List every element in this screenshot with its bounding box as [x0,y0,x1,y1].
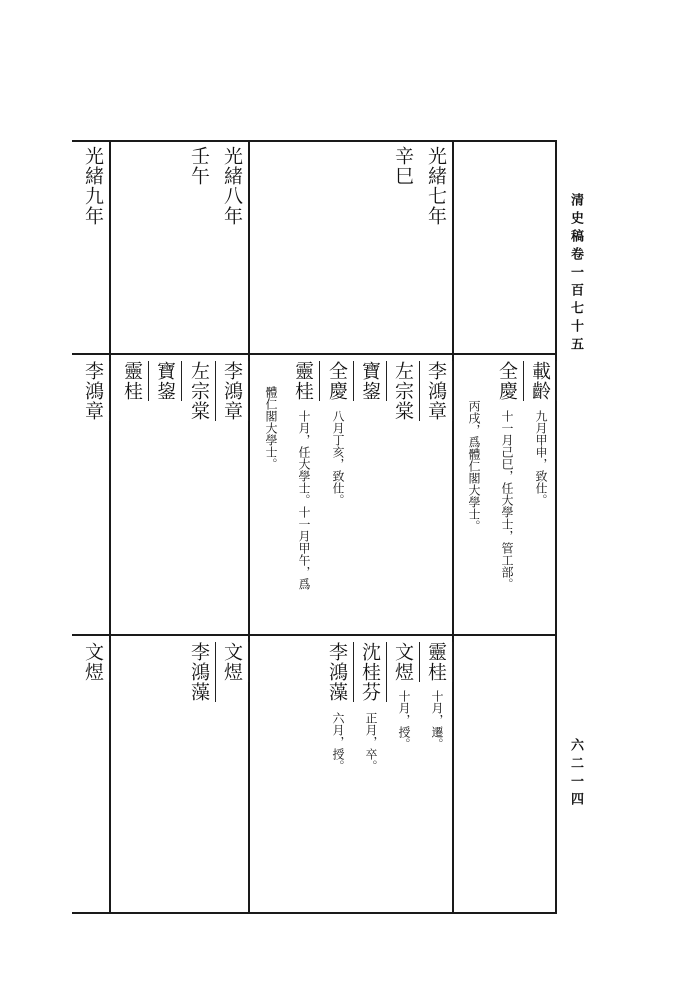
appointment-note: 正月，卒。 [364,712,378,772]
year-label: 光緒七年 [425,146,447,226]
official-name: 載齡 [527,361,557,401]
appointment-note: 體仁閣大學士。 [264,386,278,470]
row-divider [72,634,556,636]
official-name: 文煜 [390,642,420,682]
appointment-note: 八月丁亥，致仕。 [331,410,345,506]
official-name: 李鴻藻 [324,642,354,702]
table-bottom-rule [72,912,556,914]
row-divider [72,353,556,355]
year-ganzhi: 壬午 [188,146,210,186]
year-label: 光緒八年 [221,146,243,226]
year-label: 光緒九年 [82,146,104,226]
official-name: 靈桂 [290,361,320,401]
official-name: 左宗棠 [186,361,216,421]
official-name: 文煜 [219,642,249,682]
official-name: 全慶 [494,361,524,401]
official-name: 靈桂 [423,642,453,682]
appointment-note: 丙戌，爲體仁閣大學士。 [467,400,481,532]
appointment-note: 十月，遷。 [430,690,444,750]
official-name: 文煜 [80,642,110,682]
table-top-rule [72,140,556,142]
column-divider [109,140,111,914]
official-name: 李鴻章 [219,361,249,421]
table-right-rule [555,140,557,914]
appointment-note: 九月甲申，致仕。 [534,410,548,506]
column-divider [452,140,454,914]
appointment-note: 十月，任大學士。十一月甲午，爲 [297,410,311,590]
year-ganzhi: 辛巳 [392,146,414,186]
official-name: 李鴻藻 [186,642,216,702]
appointment-note: 六月，授。 [331,712,345,772]
running-title: 清史稿卷一百七十五 [568,193,583,355]
official-name: 沈桂芬 [357,642,387,702]
official-name: 左宗棠 [390,361,420,421]
page-number: 六二一四 [568,738,583,810]
appointment-note: 十一月己巳，任大學士，管工部。 [500,410,514,590]
official-name: 寶鋆 [357,361,387,401]
official-name: 靈桂 [119,361,149,401]
official-name: 李鴻章 [80,361,110,421]
official-name: 李鴻章 [423,361,453,421]
official-name: 全慶 [324,361,354,401]
official-name: 寶鋆 [152,361,182,401]
appointment-note: 十月，授。 [397,690,411,750]
column-divider [248,140,250,914]
